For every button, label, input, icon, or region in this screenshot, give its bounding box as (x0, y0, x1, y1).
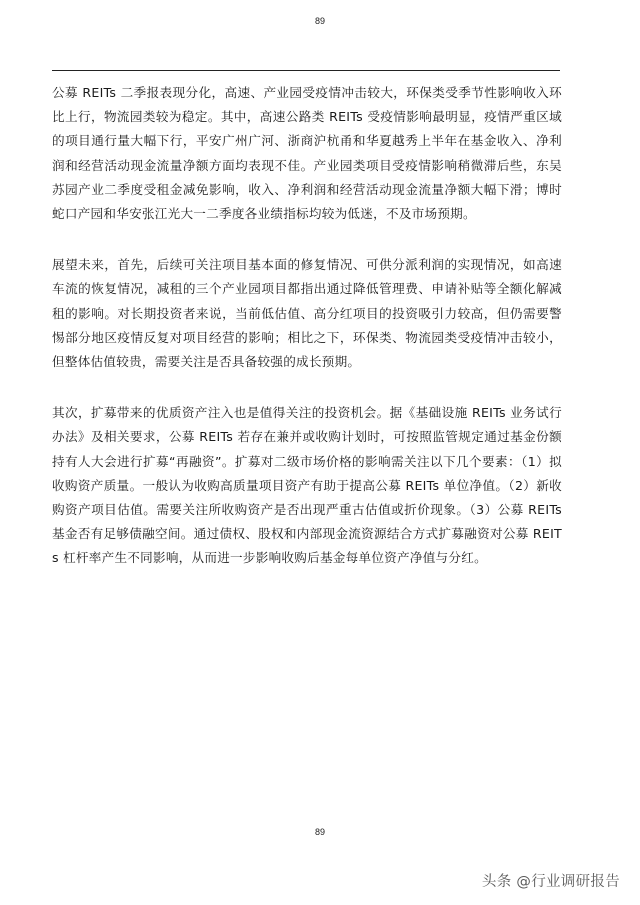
header-divider (52, 70, 560, 71)
page-number-bottom: 89 (314, 827, 325, 837)
watermark: 头条 @行业调研报告 (481, 874, 620, 890)
paragraph-outlook: 展望未来，首先，后续可关注项目基本面的修复情况、可供分派利润的实现情况，如高速车流的恢复情况，减租的三个产业园项目都指出通过降低管理费、申请补贴等全额化解减租的影响。对长期投资者来说，当前低估值、高分红项目的投资吸引力较高，但仍需要警惕部分地区疫情反复对项目经营的影响；相比之下，环保类、物流园类受疫情冲击较小，但整体估值较贵，需要关注是否具备较强的成长预期。 (52, 257, 562, 370)
page-number-top: 89 (314, 16, 325, 26)
paragraph-q2-report-analysis: 公募 REITs 二季报表现分化，高速、产业园受疫情冲击较大，环保类受季节性影响收入环比上行，物流园类较为稳定。其中，高速公路类 REITs 受疫情影响最明显，疫情严重区域的项目通行量大幅下行，平安广州广河、浙商沪杭甬和华夏越秀上半年在基金收入、净利润和经营活动现金流量净额方面均表现不佳。产业园类项目受疫情影响稍微滞后些，东吴苏园产业二季度受租金减免影响，收入、净利润和经营活动现金流量净额大幅下滑；博时蛇口产园和华安张江光大一二季度各业绩指标均较为低迷，不及市场预期。 (52, 85, 562, 222)
body-text (52, 81, 562, 571)
paragraph-expansion-financing: 其次，扩募带来的优质资产注入也是值得关注的投资机会。据《基础设施 REITs 业务试行办法》及相关要求，公募 REITs 若存在兼并或收购计划时，可按照监管规定通过基金份额持有人大会进行扩募“再融资”。扩募对二级市场价格的影响需关注以下几个要素：（1）拟收购资产质量。一般认为收购高质量项目资产有助于提高公募 REITs 单位净值。（2）新收购资产项目估值。需要关注所收购资产是否出现严重古估值或折价现象。（3）公募 REITs 基金否有足够债融空间。通过债权、股权和内部现金流资源结合方式扩募融资对公募 REITs 杠杆率产生不同影响，从而进一步影响收购后基金每单位资产净值与分红。 (52, 405, 562, 566)
